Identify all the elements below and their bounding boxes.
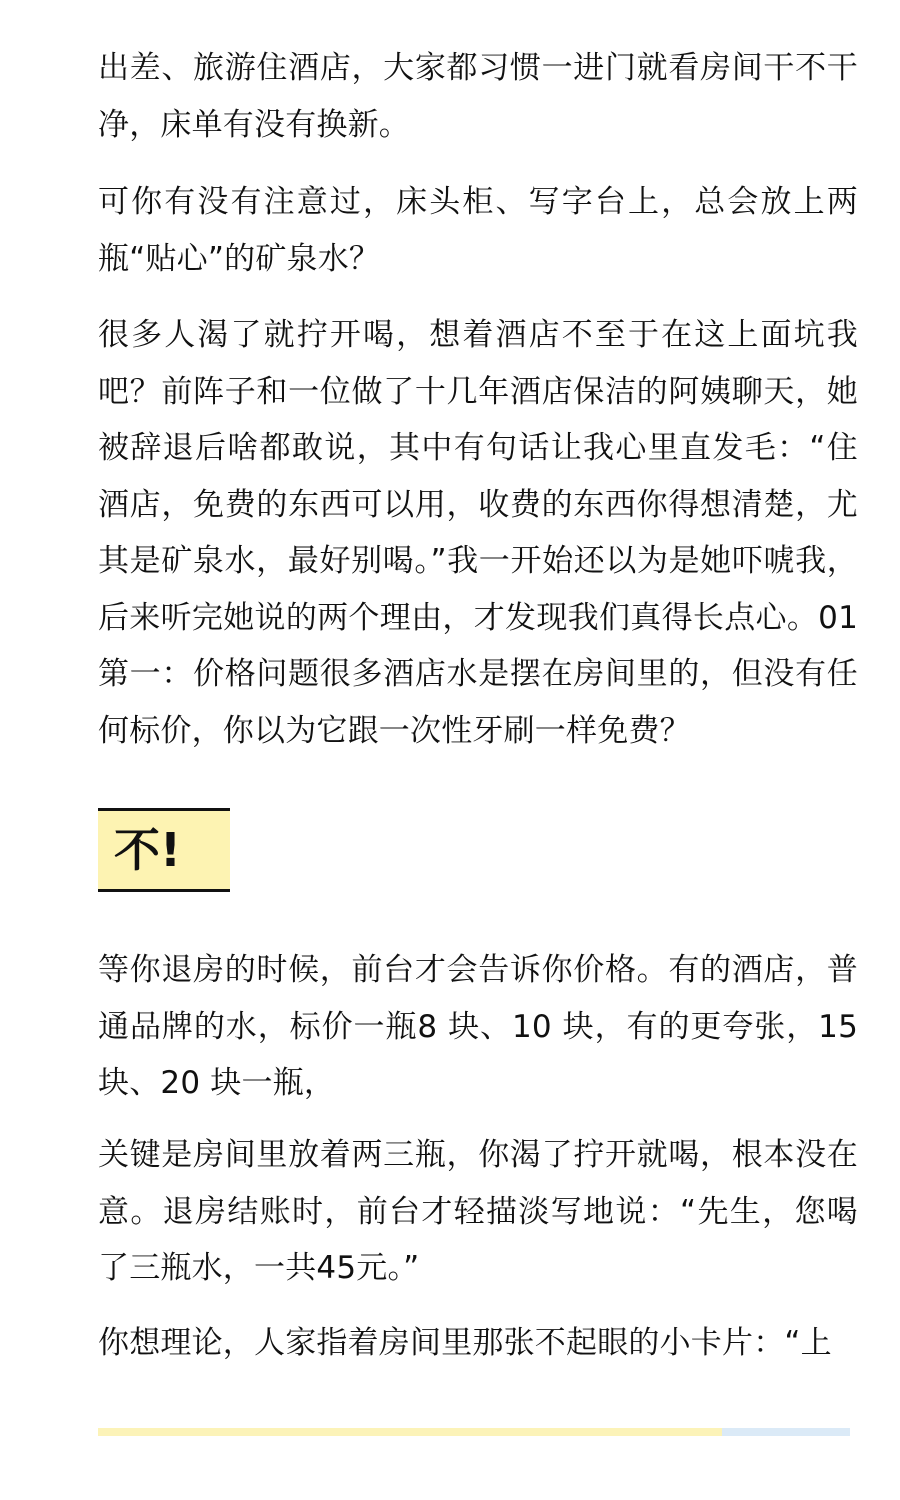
callout-box xyxy=(98,808,230,892)
paragraph-price: 等你退房的时候，前台才会告诉你价格。有的酒店，普通品牌的水，标价一瓶8 块、10 块，有的更夸张，15 块、20 块一瓶， xyxy=(98,952,858,1101)
bottom-divider xyxy=(98,1428,850,1436)
divider-blue-segment xyxy=(722,1428,850,1436)
callout-text: 不! xyxy=(114,823,181,877)
paragraph-intro: 出差、旅游住酒店，大家都习惯一进门就看房间干不干净，床单有没有换新。 xyxy=(98,50,858,143)
paragraph-story: 很多人渴了就拧开喝，想着酒店不至于在这上面坑我吧？前阵子和一位做了十几年酒店保洁的阿姨聊天，她被辞退后啥都敢说，其中有句话让我心里直发毛：“住酒店，免费的东西可以用，收费的东西你得想清楚，尤其是矿泉水，最好别喝。”我一开始还以为是她吓唬我，后来听完她说的两个理由，才发现我们真得长点心。01第一：价格问题很多酒店水是摆在房间里的，但没有任何标价，你以为它跟一次性牙刷一样免费？ xyxy=(98,317,858,749)
paragraph-argue: 你想理论，人家指着房间里那张不起眼的小卡片：“上 xyxy=(98,1325,832,1361)
divider-yellow-segment xyxy=(98,1428,722,1436)
paragraph-checkout: 关键是房间里放着两三瓶，你渴了拧开就喝，根本没在意。退房结账时，前台才轻描淡写地说：“先生，您喝了三瓶水，一共45元。” xyxy=(98,1137,858,1286)
paragraph-question: 可你有没有注意过，床头柜、写字台上，总会放上两瓶“贴心”的矿泉水？ xyxy=(98,184,858,277)
